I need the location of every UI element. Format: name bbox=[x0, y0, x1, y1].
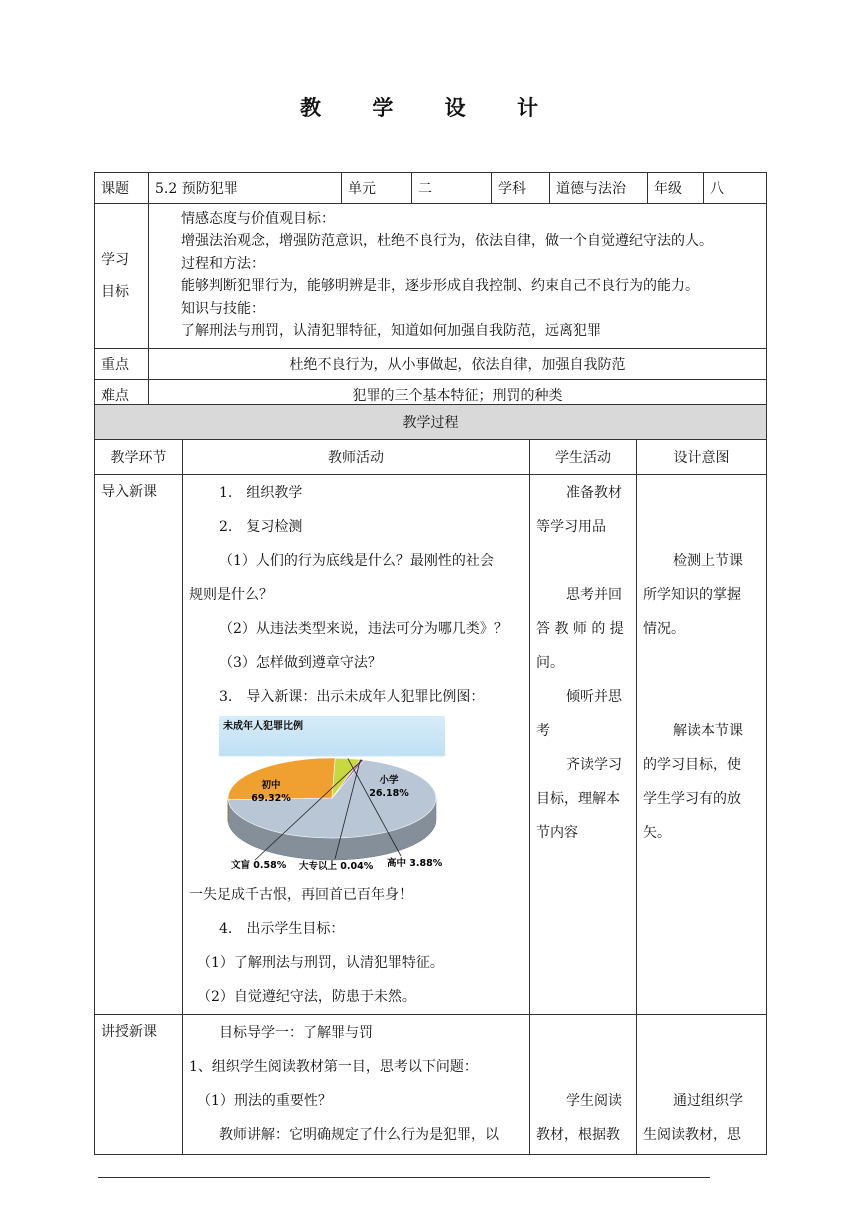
intent-line: 学生学习有的放 bbox=[643, 791, 741, 807]
goals-content bbox=[149, 204, 767, 349]
goal-line: 过程和方法： bbox=[181, 255, 265, 272]
teacher-line: 3. 导入新课：出示未成年人犯罪比例图： bbox=[219, 689, 485, 705]
teacher-line: 4. 出示学生目标： bbox=[219, 921, 345, 937]
student-line: 齐读学习 bbox=[566, 757, 622, 773]
label-illiterate: 文盲 0.58% bbox=[231, 860, 287, 871]
teach-teacher bbox=[183, 1015, 530, 1155]
label-junior: 初中 bbox=[261, 780, 281, 791]
intro-stage: 导入新课 bbox=[95, 475, 183, 1015]
intent-line: 检测上节课 bbox=[673, 553, 743, 569]
grade-label: 年级 bbox=[648, 173, 704, 204]
intent-line: 解读本节课 bbox=[673, 723, 743, 739]
grade-value: 八 bbox=[704, 173, 767, 204]
student-line: 倾听并思 bbox=[566, 689, 622, 705]
teacher-line: （1）刑法的重要性？ bbox=[197, 1093, 332, 1109]
teacher-line: 教师讲解：它明确规定了什么行为是犯罪，以 bbox=[219, 1127, 499, 1143]
col-student: 学生活动 bbox=[530, 440, 637, 475]
difficulty-text: 犯罪的三个基本特征；刑罚的种类 bbox=[149, 380, 767, 411]
key-point-text: 杜绝不良行为，从小事做起，依法自律，加强自我防范 bbox=[149, 349, 767, 380]
student-line: 等学习用品 bbox=[536, 519, 606, 535]
chart-title: 未成年人犯罪比例 bbox=[223, 721, 303, 732]
goal-line: 增强法治观念，增强防范意识，杜绝不良行为，依法自律，做一个自觉遵纪守法的人。 bbox=[181, 233, 713, 249]
teacher-line: （2）从违法类型来说，违法可分为哪几类》？ bbox=[219, 621, 508, 637]
goal-line: 情感态度与价值观目标： bbox=[181, 210, 335, 227]
subject-value: 道德与法治 bbox=[550, 173, 648, 204]
student-line: 思考并回 bbox=[566, 587, 622, 603]
label-primary: 小学 bbox=[379, 775, 399, 786]
intent-line: 所学知识的掌握 bbox=[643, 587, 741, 603]
subject-label: 学科 bbox=[492, 173, 550, 204]
student-line: 准备教材 bbox=[566, 485, 622, 501]
unit-value: 二 bbox=[412, 173, 492, 204]
col-teacher: 教师活动 bbox=[183, 440, 530, 475]
info-table bbox=[94, 172, 767, 411]
teach-stage: 讲授新课 bbox=[95, 1015, 183, 1155]
student-line: 节内容 bbox=[536, 825, 578, 841]
teach-student bbox=[530, 1015, 637, 1155]
crime-ratio-pie-chart bbox=[219, 716, 445, 874]
col-intent: 设计意图 bbox=[637, 440, 767, 475]
key-point-label: 重点 bbox=[95, 349, 149, 380]
intent-line: 的学习目标，使 bbox=[643, 757, 741, 773]
col-stage: 教学环节 bbox=[95, 440, 183, 475]
goal-line: 知识与技能： bbox=[181, 300, 265, 317]
teacher-line: 目标导学一：了解罪与罚 bbox=[219, 1025, 373, 1041]
teacher-line: 1. 组织教学 bbox=[219, 485, 303, 501]
topic-value: 5.2 预防犯罪 bbox=[149, 173, 342, 204]
teacher-line: 一失足成千古恨，再回首已百年身！ bbox=[189, 887, 413, 903]
teacher-line: 2. 复习检测 bbox=[219, 519, 303, 535]
intro-student bbox=[530, 475, 637, 1015]
label-junior-value: 69.32% bbox=[251, 793, 291, 804]
footer-divider bbox=[98, 1177, 710, 1178]
teacher-line: （1）了解刑法与刑罚，认清犯罪特征。 bbox=[197, 955, 444, 971]
teacher-line: （1）人们的行为底线是什么？最刚性的社会 bbox=[219, 553, 494, 569]
process-header: 教学过程 bbox=[95, 405, 767, 440]
goal-line: 了解刑法与刑罚，认清犯罪特征，知道如何加强自我防范，远离犯罪 bbox=[181, 323, 601, 339]
teacher-line: （3）怎样做到遵章守法？ bbox=[219, 655, 382, 671]
intro-intent bbox=[637, 475, 767, 1015]
goals-label: 学习 目标 bbox=[95, 204, 149, 349]
intent-line: 生阅读教材，思 bbox=[643, 1127, 741, 1143]
label-college: 大专以上 0.04% bbox=[299, 861, 374, 872]
document-title: 教 学 设 计 bbox=[300, 95, 560, 120]
student-line: 问。 bbox=[536, 655, 564, 671]
student-line: 学生阅读 bbox=[566, 1093, 622, 1109]
process-table bbox=[94, 404, 767, 1155]
teacher-line: 1、组织学生阅读教材第一目，思考以下问题： bbox=[189, 1059, 478, 1075]
difficulty-label: 难点 bbox=[95, 380, 149, 411]
intent-line: 情况。 bbox=[643, 621, 685, 637]
intro-teacher bbox=[183, 475, 530, 1015]
teacher-line: （2）自觉遵纪守法，防患于未然。 bbox=[197, 989, 416, 1005]
student-line: 目标，理解本 bbox=[536, 791, 620, 807]
label-senior: 高中 3.88% bbox=[387, 858, 443, 869]
label-primary-value: 26.18% bbox=[369, 788, 409, 799]
student-line: 考 bbox=[536, 723, 550, 739]
goal-line: 能够判断犯罪行为，能够明辨是非，逐步形成自我控制、约束自己不良行为的能力。 bbox=[181, 278, 699, 294]
intent-line: 通过组织学 bbox=[673, 1093, 743, 1109]
student-line: 答 教 师 的 提 bbox=[536, 621, 624, 637]
topic-label: 课题 bbox=[95, 173, 149, 204]
teach-intent bbox=[637, 1015, 767, 1155]
student-line: 教材，根据教 bbox=[536, 1127, 620, 1143]
teacher-line: 规则是什么？ bbox=[189, 587, 273, 603]
unit-label: 单元 bbox=[342, 173, 412, 204]
intent-line: 矢。 bbox=[643, 825, 671, 841]
pie-chart-svg bbox=[219, 716, 445, 874]
